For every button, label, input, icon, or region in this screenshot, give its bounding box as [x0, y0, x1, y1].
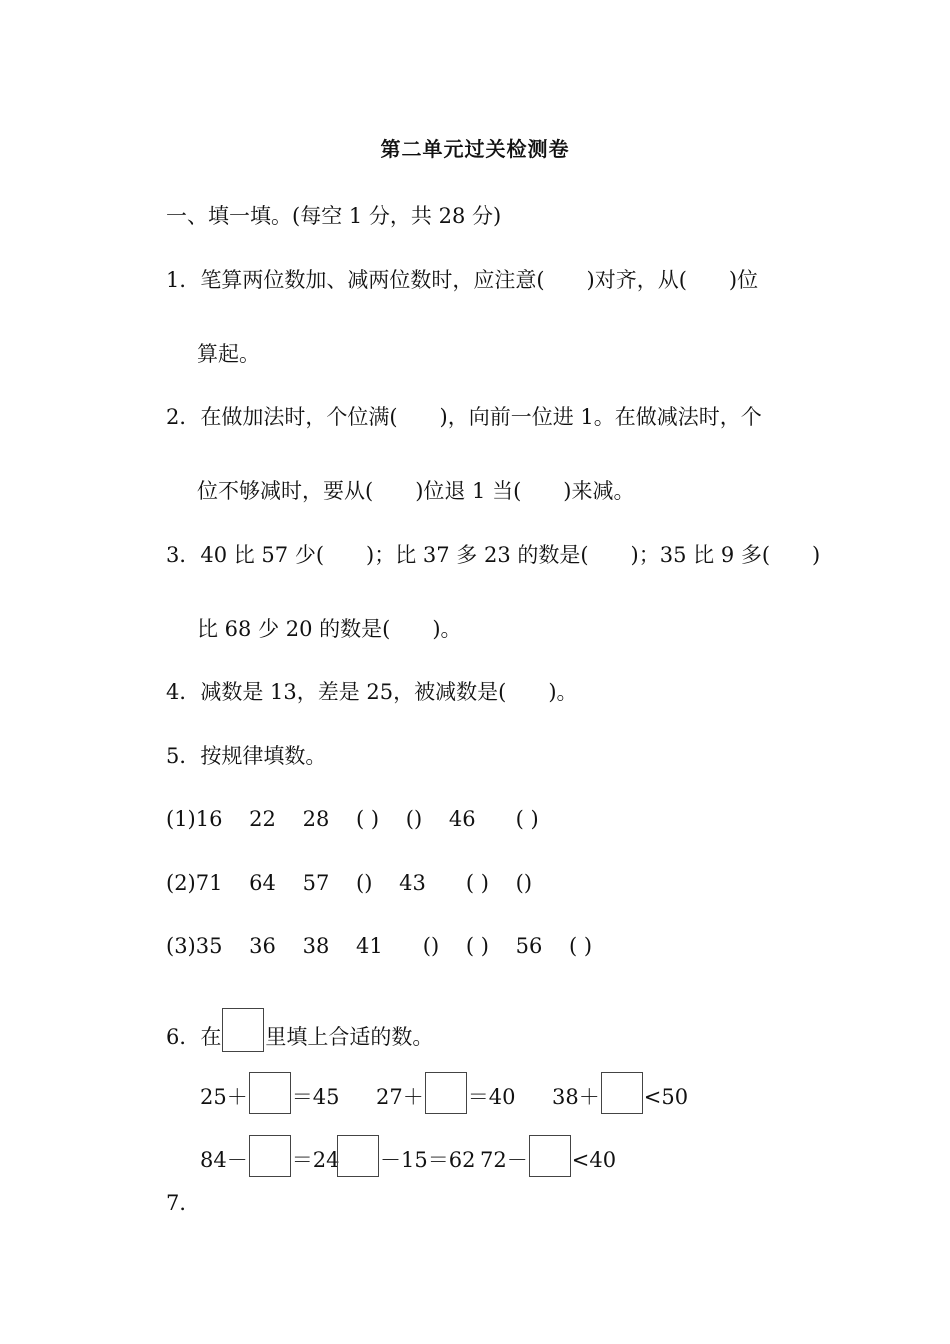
equation-3-right: <50 [643, 1085, 689, 1109]
question-4: 4．减数是 13，差是 25，被减数是( )。 [166, 680, 578, 704]
page-title: 第二单元过关检测卷 [380, 137, 570, 161]
equation-5 [336, 1135, 475, 1177]
sequence-row-1: (1)16 22 28 ( ) () 46 ( ) [166, 807, 539, 831]
equation-4 [200, 1135, 339, 1177]
equation-4-right: ＝24 [291, 1148, 340, 1172]
question-5: 5．按规律填数。 [166, 744, 327, 768]
question-2-line-2: 位不够减时，要从( )位退 1 当( )来减。 [197, 479, 635, 503]
question-3-line-1: 3．40 比 57 少( )；比 37 多 23 的数是( )；35 比 9 多( ) [166, 543, 821, 567]
answer-box[interactable] [425, 1072, 467, 1114]
question-6-suffix: 里填上合适的数。 [265, 1025, 434, 1049]
answer-box[interactable] [249, 1135, 291, 1177]
question-3-line-2: 比 68 少 20 的数是( )。 [197, 617, 462, 641]
equation-1 [200, 1072, 339, 1114]
answer-box[interactable] [529, 1135, 571, 1177]
equation-3 [552, 1072, 688, 1114]
answer-box-sample [222, 1008, 264, 1052]
question-1-line-1: 1．笔算两位数加、减两位数时，应注意( )对齐，从( )位 [166, 268, 759, 292]
question-1-line-2: 算起。 [197, 342, 260, 366]
equation-3-left: 38＋ [552, 1085, 600, 1109]
answer-box[interactable] [337, 1135, 379, 1177]
equation-2-right: ＝40 [467, 1085, 516, 1109]
equation-5-right: －15＝62 [380, 1148, 476, 1172]
equation-2 [376, 1072, 515, 1114]
equation-2-left: 27＋ [376, 1085, 424, 1109]
sequence-row-3: (3)35 36 38 41 () ( ) 56 ( ) [166, 934, 593, 958]
equation-6 [480, 1135, 616, 1177]
sequence-row-2: (2)71 64 57 () 43 ( ) () [166, 871, 533, 895]
equation-6-right: <40 [571, 1148, 617, 1172]
question-2-line-1: 2．在做加法时，个位满( )，向前一位进 1。在做减法时，个 [166, 405, 762, 429]
equation-6-left: 72－ [480, 1148, 528, 1172]
equation-1-left: 25＋ [200, 1085, 248, 1109]
equation-4-left: 84－ [200, 1148, 248, 1172]
question-6-instruction [166, 1008, 433, 1052]
section-heading: 一、填一填。(每空 1 分，共 28 分) [166, 204, 502, 228]
answer-box[interactable] [601, 1072, 643, 1114]
equation-1-right: ＝45 [291, 1085, 340, 1109]
question-6-prefix: 6．在 [166, 1025, 222, 1049]
answer-box[interactable] [249, 1072, 291, 1114]
question-7: 7． [166, 1191, 201, 1215]
